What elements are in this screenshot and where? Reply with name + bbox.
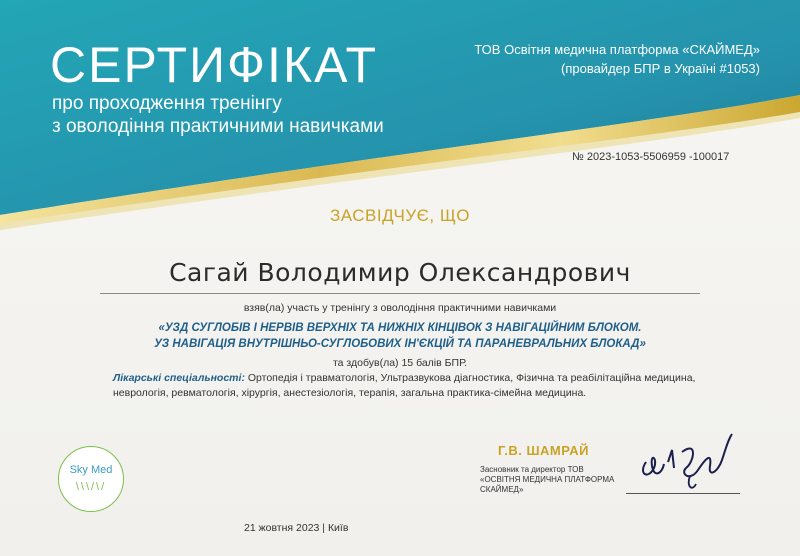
certificate-number: № 2023-1053-5506959 -100017 <box>572 151 730 163</box>
name-underline <box>100 293 700 294</box>
issuer-name: ТОВ Освітня медична платформа «СКАЙМЕД» <box>474 42 760 57</box>
provider-number: (провайдер БПР в Україні #1053) <box>560 61 760 76</box>
specialties-label: Лікарські спеціальності: <box>113 372 245 384</box>
certifies-heading: ЗАСВІДЧУЄ, ЩО <box>330 206 470 225</box>
specialties <box>113 371 733 401</box>
logo-text: Sky Med <box>69 464 113 476</box>
certificate-subtitle <box>52 92 384 138</box>
issuer-org <box>474 40 760 78</box>
leaf-icon: \\\/\/ <box>75 481 107 493</box>
signature-icon <box>628 422 738 496</box>
course-title-line-1: «УЗД СУГЛОБІВ І НЕРВІВ ВЕРХНІХ ТА НИЖНІХ КІНЦІВОК З НАВІГАЦІЙНИМ БЛОКОМ. <box>158 322 642 334</box>
course-title-line-2: УЗ НАВІГАЦІЯ ВНУТРІШНЬО-СУГЛОБОВИХ ІН'ЄКЦІЙ ТА ПАРАНЕВРАЛЬНИХ БЛОКАД» <box>154 338 646 350</box>
date-place: 21 жовтня 2023 | Київ <box>244 522 349 534</box>
subtitle-line-2: з оволодіння практичними навичками <box>52 116 384 137</box>
skymed-logo <box>58 446 124 512</box>
certificate-title: СЕРТИФІКАТ <box>50 37 379 93</box>
recipient-name: Сагай Володимир Олександрович <box>169 258 631 287</box>
participation-text: взяв(ла) участь у тренінгу з оволодіння практичними навичками <box>243 302 557 314</box>
course-title <box>0 320 800 352</box>
signer-name: Г.В. ШАМРАЙ <box>498 443 590 458</box>
signature-line <box>626 493 740 494</box>
signer-role: Засновник та директор ТОВ «ОСВІТНЯ МЕДИЧНА ПЛАТФОРМА СКАЙМЕД» <box>480 465 615 494</box>
cpd-points: та здобув(ла) 15 балів БПР. <box>332 357 468 369</box>
subtitle-line-1: про проходження тренінгу <box>52 93 282 114</box>
specialties-text: Ортопедія і травматологія, Ультразвукова діагностика, Фізична та реабілітаційна медицина, неврологія, ревматологія, хірургія, анестезіологія, терапія, загальна практика-сімейна медицина. <box>113 372 696 399</box>
